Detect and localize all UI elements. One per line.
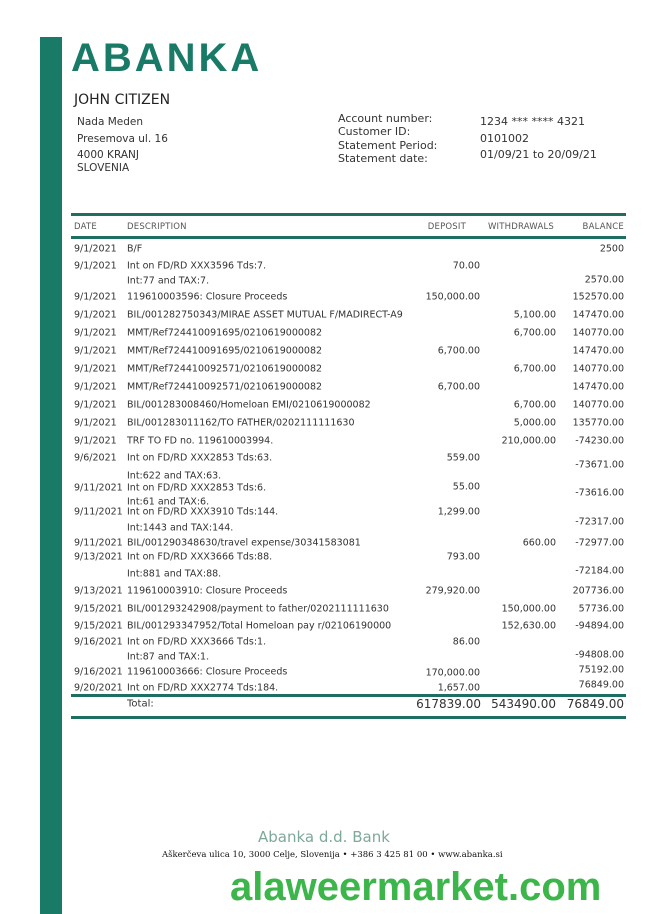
date-cell: 9/1/2021 [74, 291, 117, 303]
statement-date-label: Statement date: [338, 152, 428, 165]
total-deposit: 617839.00 [416, 697, 481, 711]
description-cell: BIL/001283011162/TO FATHER/0202111111630 [127, 417, 355, 429]
balance-cell: -73616.00 [575, 487, 624, 499]
date-cell: 9/16/2021 [74, 636, 123, 648]
description-continuation-cell: Int:622 and TAX:63. [127, 470, 222, 482]
date-cell: 9/1/2021 [74, 381, 117, 393]
balance-cell: -72184.00 [575, 565, 624, 577]
withdrawal-cell: 152,630.00 [501, 620, 556, 632]
description-cell: MMT/Ref724410091695/0210619000082 [127, 345, 323, 357]
date-cell: 9/11/2021 [74, 506, 123, 518]
date-cell: 9/16/2021 [74, 666, 123, 678]
deposit-cell: 55.00 [452, 481, 480, 493]
header-bottom-rule [71, 236, 626, 239]
balance-cell: 140770.00 [572, 399, 624, 411]
date-cell: 9/15/2021 [74, 603, 123, 615]
balance-cell: 57736.00 [578, 603, 624, 615]
header-balance: BALANCE [582, 222, 624, 232]
description-cell: Int on FD/RD XXX3596 Tds:7. [127, 260, 267, 272]
balance-cell: -94894.00 [575, 620, 624, 632]
balance-cell: 75192.00 [578, 664, 624, 676]
balance-cell: 147470.00 [572, 381, 624, 393]
totals-label: Total: [127, 698, 154, 710]
description-cell: Int on FD/RD XXX3666 Tds:88. [127, 551, 273, 563]
header-date: DATE [74, 222, 97, 232]
withdrawal-cell: 210,000.00 [501, 435, 556, 447]
description-cell: B/F [127, 243, 143, 255]
description-cell: Int on FD/RD XXX3910 Tds:144. [127, 506, 279, 518]
date-cell: 9/6/2021 [74, 452, 117, 464]
balance-cell: 140770.00 [572, 363, 624, 375]
deposit-cell: 170,000.00 [425, 667, 480, 679]
date-cell: 9/20/2021 [74, 682, 123, 694]
description-cell: MMT/Ref724410092571/0210619000082 [127, 381, 323, 393]
balance-cell: -73671.00 [575, 459, 624, 471]
description-continuation-cell: Int:881 and TAX:88. [127, 568, 222, 580]
description-cell: MMT/Ref724410092571/0210619000082 [127, 363, 323, 375]
description-cell: BIL/001293347952/Total Homeloan pay r/02106190000 [127, 620, 392, 632]
description-cell: Int:77 and TAX:7. [127, 275, 210, 287]
description-cell: BIL/001293242908/payment to father/0202111111630 [127, 603, 389, 615]
balance-cell: 76849.00 [578, 679, 624, 691]
description-cell: Int on FD/RD XXX2853 Tds:6. [127, 482, 267, 494]
description-cell: Int on FD/RD XXX2853 Tds:63. [127, 452, 273, 464]
table-top-rule [71, 213, 626, 216]
totals-bottom-rule [71, 716, 626, 719]
account-number-label: Account number: [338, 112, 433, 125]
balance-cell: -74230.00 [575, 435, 624, 447]
deposit-cell: 279,920.00 [425, 585, 480, 597]
date-cell: 9/11/2021 [74, 482, 123, 494]
date-cell: 9/1/2021 [74, 243, 117, 255]
description-continuation-cell: Int:87 and TAX:1. [127, 651, 210, 663]
header-withdrawals: WITHDRAWALS [487, 222, 554, 232]
balance-cell: 147470.00 [572, 309, 624, 321]
total-balance: 76849.00 [566, 697, 624, 711]
address-line: Presemova ul. 16 [77, 133, 168, 145]
withdrawal-cell: 660.00 [522, 537, 556, 549]
header-description: DESCRIPTION [127, 222, 187, 232]
balance-cell: 152570.00 [572, 291, 624, 303]
deposit-cell: 150,000.00 [425, 291, 480, 303]
deposit-cell: 6,700.00 [437, 345, 480, 357]
date-cell: 9/1/2021 [74, 260, 117, 272]
balance-cell: 135770.00 [572, 417, 624, 429]
description-cell: TRF TO FD no. 119610003994. [127, 435, 274, 447]
deposit-cell: 1,657.00 [437, 682, 480, 694]
deposit-cell: 70.00 [452, 260, 480, 272]
balance-cell: 140770.00 [572, 327, 624, 339]
balance-cell: 2570.00 [584, 274, 624, 286]
description-cell: BIL/001282750343/MIRAE ASSET MUTUAL F/MADIRECT-A9 [127, 309, 403, 321]
customer-name: JOHN CITIZEN [74, 92, 171, 108]
description-cell: BIL/001283008460/Homeloan EMI/0210619000082 [127, 399, 371, 411]
withdrawal-cell: 5,000.00 [513, 417, 556, 429]
withdrawal-cell: 6,700.00 [513, 399, 556, 411]
description-cell: MMT/Ref724410091695/0210619000082 [127, 327, 323, 339]
balance-cell: -72317.00 [575, 516, 624, 528]
address-line: SLOVENIA [77, 162, 130, 174]
deposit-cell: 793.00 [446, 551, 480, 563]
deposit-cell: 6,700.00 [437, 381, 480, 393]
header-deposit: DEPOSIT [427, 222, 466, 232]
account-number-value: 1234 *** **** 4321 [480, 115, 585, 128]
balance-cell: 207736.00 [572, 585, 624, 597]
deposit-cell: 559.00 [446, 452, 480, 464]
date-cell: 9/1/2021 [74, 309, 117, 321]
balance-cell: 2500 [599, 243, 624, 255]
total-withdrawals: 543490.00 [491, 697, 556, 711]
date-cell: 9/11/2021 [74, 537, 123, 549]
address-line: 4000 KRANJ [77, 149, 139, 161]
description-cell: 119610003596: Closure Proceeds [127, 291, 288, 303]
deposit-cell: 1,299.00 [437, 506, 480, 518]
description-cell: BIL/001290348630/travel expense/30341583081 [127, 537, 361, 549]
bank-logo: ABANKA [71, 36, 263, 80]
date-cell: 9/15/2021 [74, 620, 123, 632]
balance-cell: -72977.00 [575, 537, 624, 549]
watermark: alaweermarket.com [230, 865, 602, 909]
withdrawal-cell: 6,700.00 [513, 363, 556, 375]
description-cell: Int on FD/RD XXX3666 Tds:1. [127, 636, 267, 648]
brand-side-bar [40, 37, 62, 914]
customer-id-label: Customer ID: [338, 125, 411, 138]
date-cell: 9/13/2021 [74, 585, 123, 597]
statement-period-label: Statement Period: [338, 139, 438, 152]
date-cell: 9/1/2021 [74, 363, 117, 375]
withdrawal-cell: 5,100.00 [513, 309, 556, 321]
date-cell: 9/1/2021 [74, 417, 117, 429]
description-cell: 119610003666: Closure Proceeds [127, 666, 288, 678]
deposit-cell: 86.00 [452, 636, 480, 648]
balance-cell: -94808.00 [575, 649, 624, 661]
statement-period-value: 01/09/21 to 20/09/21 [480, 148, 597, 161]
date-cell: 9/1/2021 [74, 327, 117, 339]
description-continuation-cell: Int:1443 and TAX:144. [127, 522, 234, 534]
balance-cell: 147470.00 [572, 345, 624, 357]
date-cell: 9/1/2021 [74, 435, 117, 447]
customer-id-value: 0101002 [480, 132, 529, 145]
date-cell: 9/1/2021 [74, 345, 117, 357]
withdrawal-cell: 6,700.00 [513, 327, 556, 339]
description-cell: 119610003910: Closure Proceeds [127, 585, 288, 597]
withdrawal-cell: 150,000.00 [501, 603, 556, 615]
footer-bank-name: Abanka d.d. Bank [258, 828, 390, 846]
date-cell: 9/13/2021 [74, 551, 123, 563]
footer-address: Aškerčeva ulica 10, 3000 Celje, Slovenija • +386 3 425 81 00 • www.abanka.si [162, 850, 503, 860]
address-line: Nada Meden [77, 116, 144, 128]
date-cell: 9/1/2021 [74, 399, 117, 411]
description-cell: Int on FD/RD XXX2774 Tds:184. [127, 682, 279, 694]
description-continuation-cell: Int:61 and TAX:6. [127, 496, 210, 508]
